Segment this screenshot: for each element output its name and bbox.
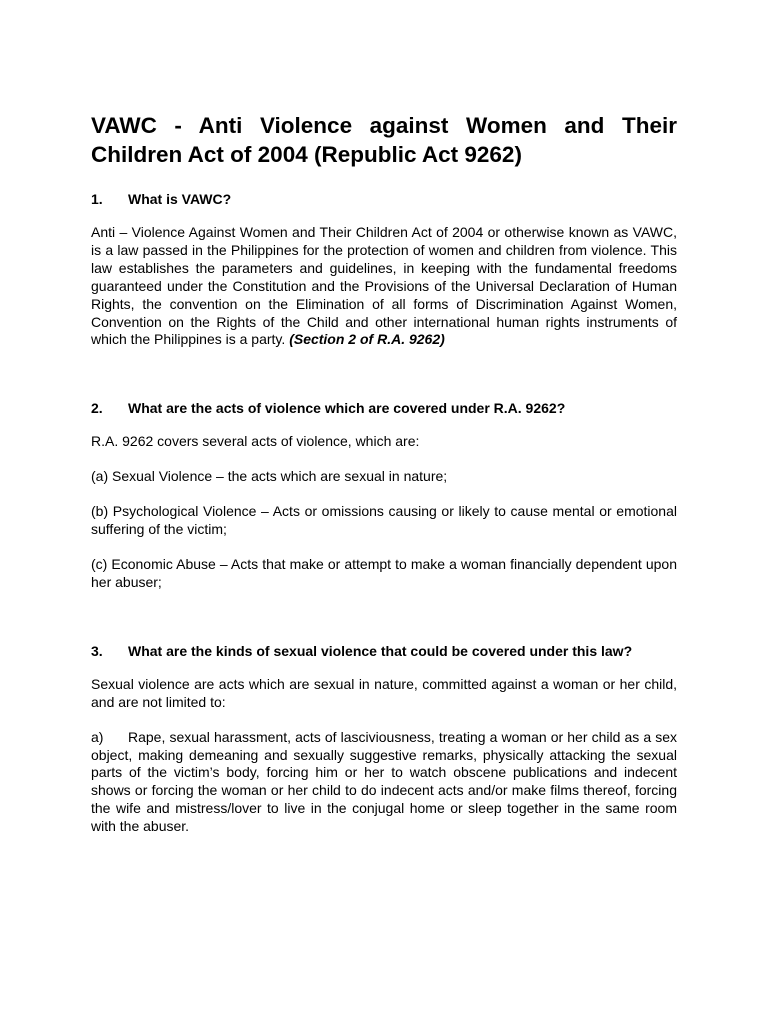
list-item: (c) Economic Abuse – Acts that make or attempt to make a woman financially dependent upon her abuser; xyxy=(91,555,677,590)
section-question: What is VAWC? xyxy=(128,191,232,207)
section-number: 3. xyxy=(91,642,103,659)
document-title: VAWC - Anti Violence against Women and Their Children Act of 2004 (Republic Act 9262) xyxy=(91,113,677,167)
document-page xyxy=(91,111,677,836)
section-1-paragraph xyxy=(91,224,677,349)
section-3-item-a xyxy=(91,729,677,836)
section-3-intro: Sexual violence are acts which are sexual in nature, committed against a woman or her child, and are not limited to: xyxy=(91,675,677,710)
list-item-letter: a) xyxy=(91,728,104,745)
list-item: (a) Sexual Violence – the acts which are sexual in nature; xyxy=(91,468,448,485)
section-number: 2. xyxy=(91,400,103,417)
section-3-heading xyxy=(91,642,677,660)
section-1-citation: (Section 2 of R.A. 9262) xyxy=(289,331,445,348)
section-1-text: Anti – Violence Against Women and Their Children Act of 2004 or otherwise known as VAWC, is a law passed in the Philippines for the protection of women and children from violence. This law establishes the parameters and guidelines, in keeping with the fundamental freedoms guaranteed under the Constitution and the Provisions of the Universal Declaration of Human Rights, the convention on the Elimination of all forms of Discrimination Against Women, Convention on the Rights of the Child and other international human rights instruments of which the Philippines is a party. xyxy=(91,224,677,348)
section-2-intro: R.A. 9262 covers several acts of violence, which are: xyxy=(91,433,420,450)
section-1-heading xyxy=(91,190,677,208)
section-2-heading xyxy=(91,399,677,417)
list-item: (b) Psychological Violence – Acts or omissions causing or likely to cause mental or emotional suffering of the victim; xyxy=(91,503,677,538)
section-question: What are the acts of violence which are covered under R.A. 9262? xyxy=(128,400,566,417)
section-number: 1. xyxy=(91,191,103,207)
list-item-text: Rape, sexual harassment, acts of lasciviousness, treating a woman or her child as a sex object, making demeaning and sexually suggestive remarks, physically attacking the sexual parts of the victim’s body, forcing him or her to watch obscene publications and indecent shows or forcing the woman or her child to do indecent acts and/or make films thereof, forcing the wife and mistress/lover to live in the conjugal home or sleep together in the same room with the abuser. xyxy=(91,728,677,835)
section-question: What are the kinds of sexual violence that could be covered under this law? xyxy=(128,642,633,659)
